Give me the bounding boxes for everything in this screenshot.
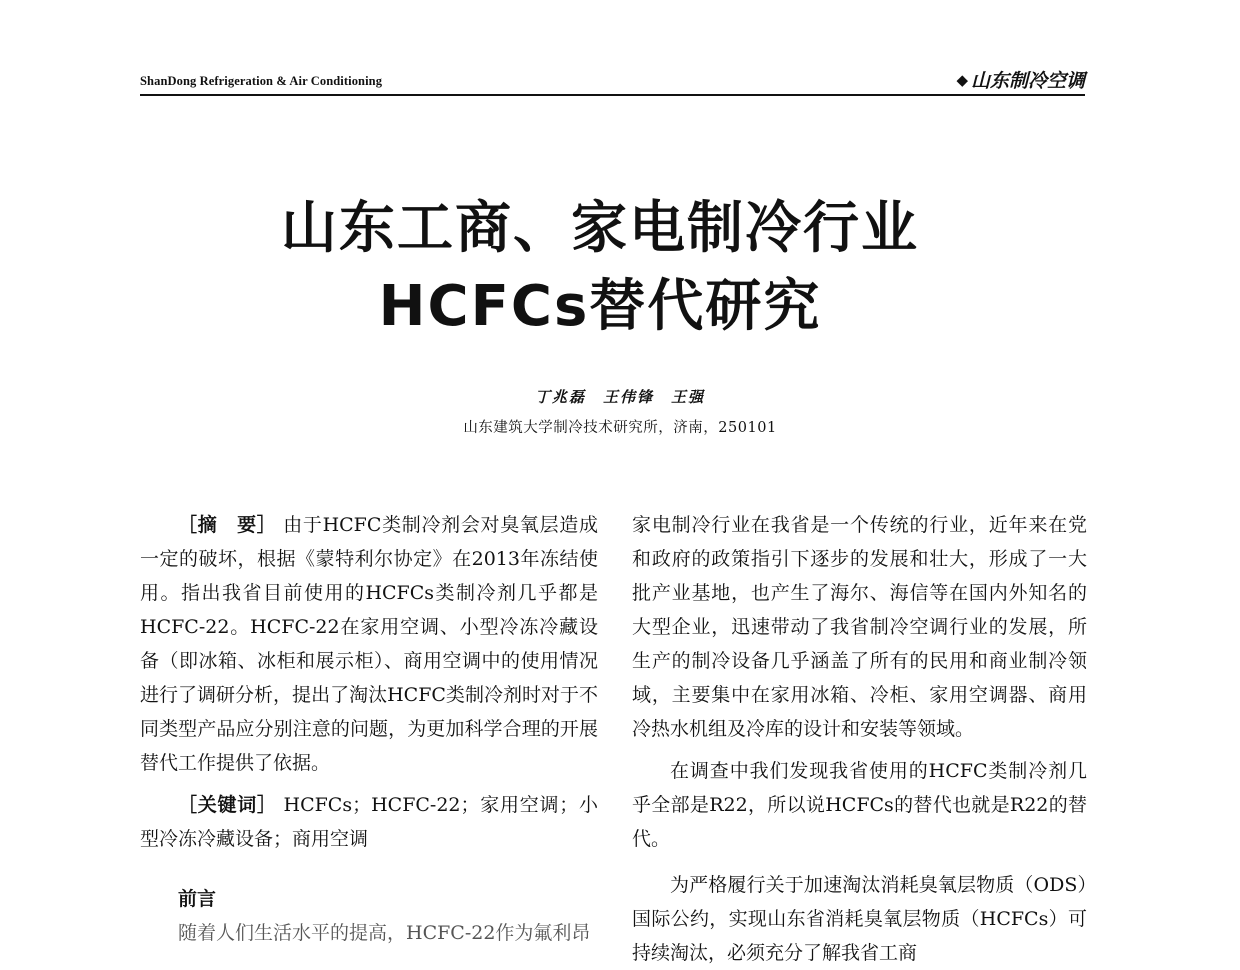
keywords-text: HCFCs；HCFC-22；家用空调；小型冷冻冷藏设备；商用空调 bbox=[140, 794, 598, 850]
section-heading-preface: 前言 bbox=[178, 888, 217, 910]
journal-name-english: ShanDong Refrigeration & Air Conditioning bbox=[140, 74, 383, 88]
running-header bbox=[140, 60, 1085, 100]
journal-name-chinese bbox=[956, 66, 1085, 93]
header-rule bbox=[140, 94, 1085, 96]
authors: 丁兆磊 王伟锋 王强 bbox=[534, 388, 705, 406]
body-paragraph-2: 在调查中我们发现我省使用的HCFC类制冷剂几乎全部是R22，所以说HCFCs的替代也就是R22的替代。 bbox=[632, 760, 1087, 850]
keywords-label: ［关键词］ bbox=[178, 794, 277, 816]
preface-partial-line: 随着人们生活水平的提高，HCFC-22作为氟利昂 bbox=[178, 922, 591, 944]
body-paragraph-3: 为严格履行关于加速淘汰消耗臭氧层物质（ODS）国际公约，实现山东省消耗臭氧层物质（HCFCs）可持续淘汰，必须充分了解我省工商 bbox=[632, 874, 1087, 964]
abstract bbox=[140, 508, 598, 780]
abstract-label: ［摘 要］ bbox=[178, 514, 277, 536]
left-column bbox=[140, 508, 598, 950]
abstract-text: 由于HCFC类制冷剂会对臭氧层造成一定的破坏，根据《蒙特利尔协定》在2013年冻结使用。指出我省目前使用的HCFCs类制冷剂几乎都是HCFC-22。HCFC-22在家用空调、小型冷冻冷藏设备（即冰箱、冰柜和展示柜）、商用空调中的使用情况进行了调研分析，提出了淘汰HCFC类制冷剂时对于不同类型产品应分别注意的问题，为更加科学合理的开展替代工作提供了依据。 bbox=[140, 514, 598, 774]
journal-name-chinese-text: 山东制冷空调 bbox=[970, 70, 1085, 92]
title-line-2: HCFCs替代研究 bbox=[378, 274, 822, 339]
keywords bbox=[140, 788, 598, 856]
affiliation: 山东建筑大学制冷技术研究所，济南，250101 bbox=[463, 420, 777, 436]
article-title bbox=[0, 190, 1200, 346]
diamond-bullet-icon: ◆ bbox=[956, 70, 968, 89]
body-paragraph-1: 家电制冷行业在我省是一个传统的行业，近年来在党和政府的政策指引下逐步的发展和壮大，形成了一大批产业基地，也产生了海尔、海信等在国内外知名的大型企业，迅速带动了我省制冷空调行业的发展，所生产的制冷设备几乎涵盖了所有的民用和商业制冷领域，主要集中在家用冰箱、冷柜、家用空调器、商用冷热水机组及冷库的设计和安装等领域。 bbox=[632, 514, 1087, 740]
right-column bbox=[632, 508, 1087, 970]
title-line-1: 山东工商、家电制冷行业 bbox=[281, 196, 919, 261]
